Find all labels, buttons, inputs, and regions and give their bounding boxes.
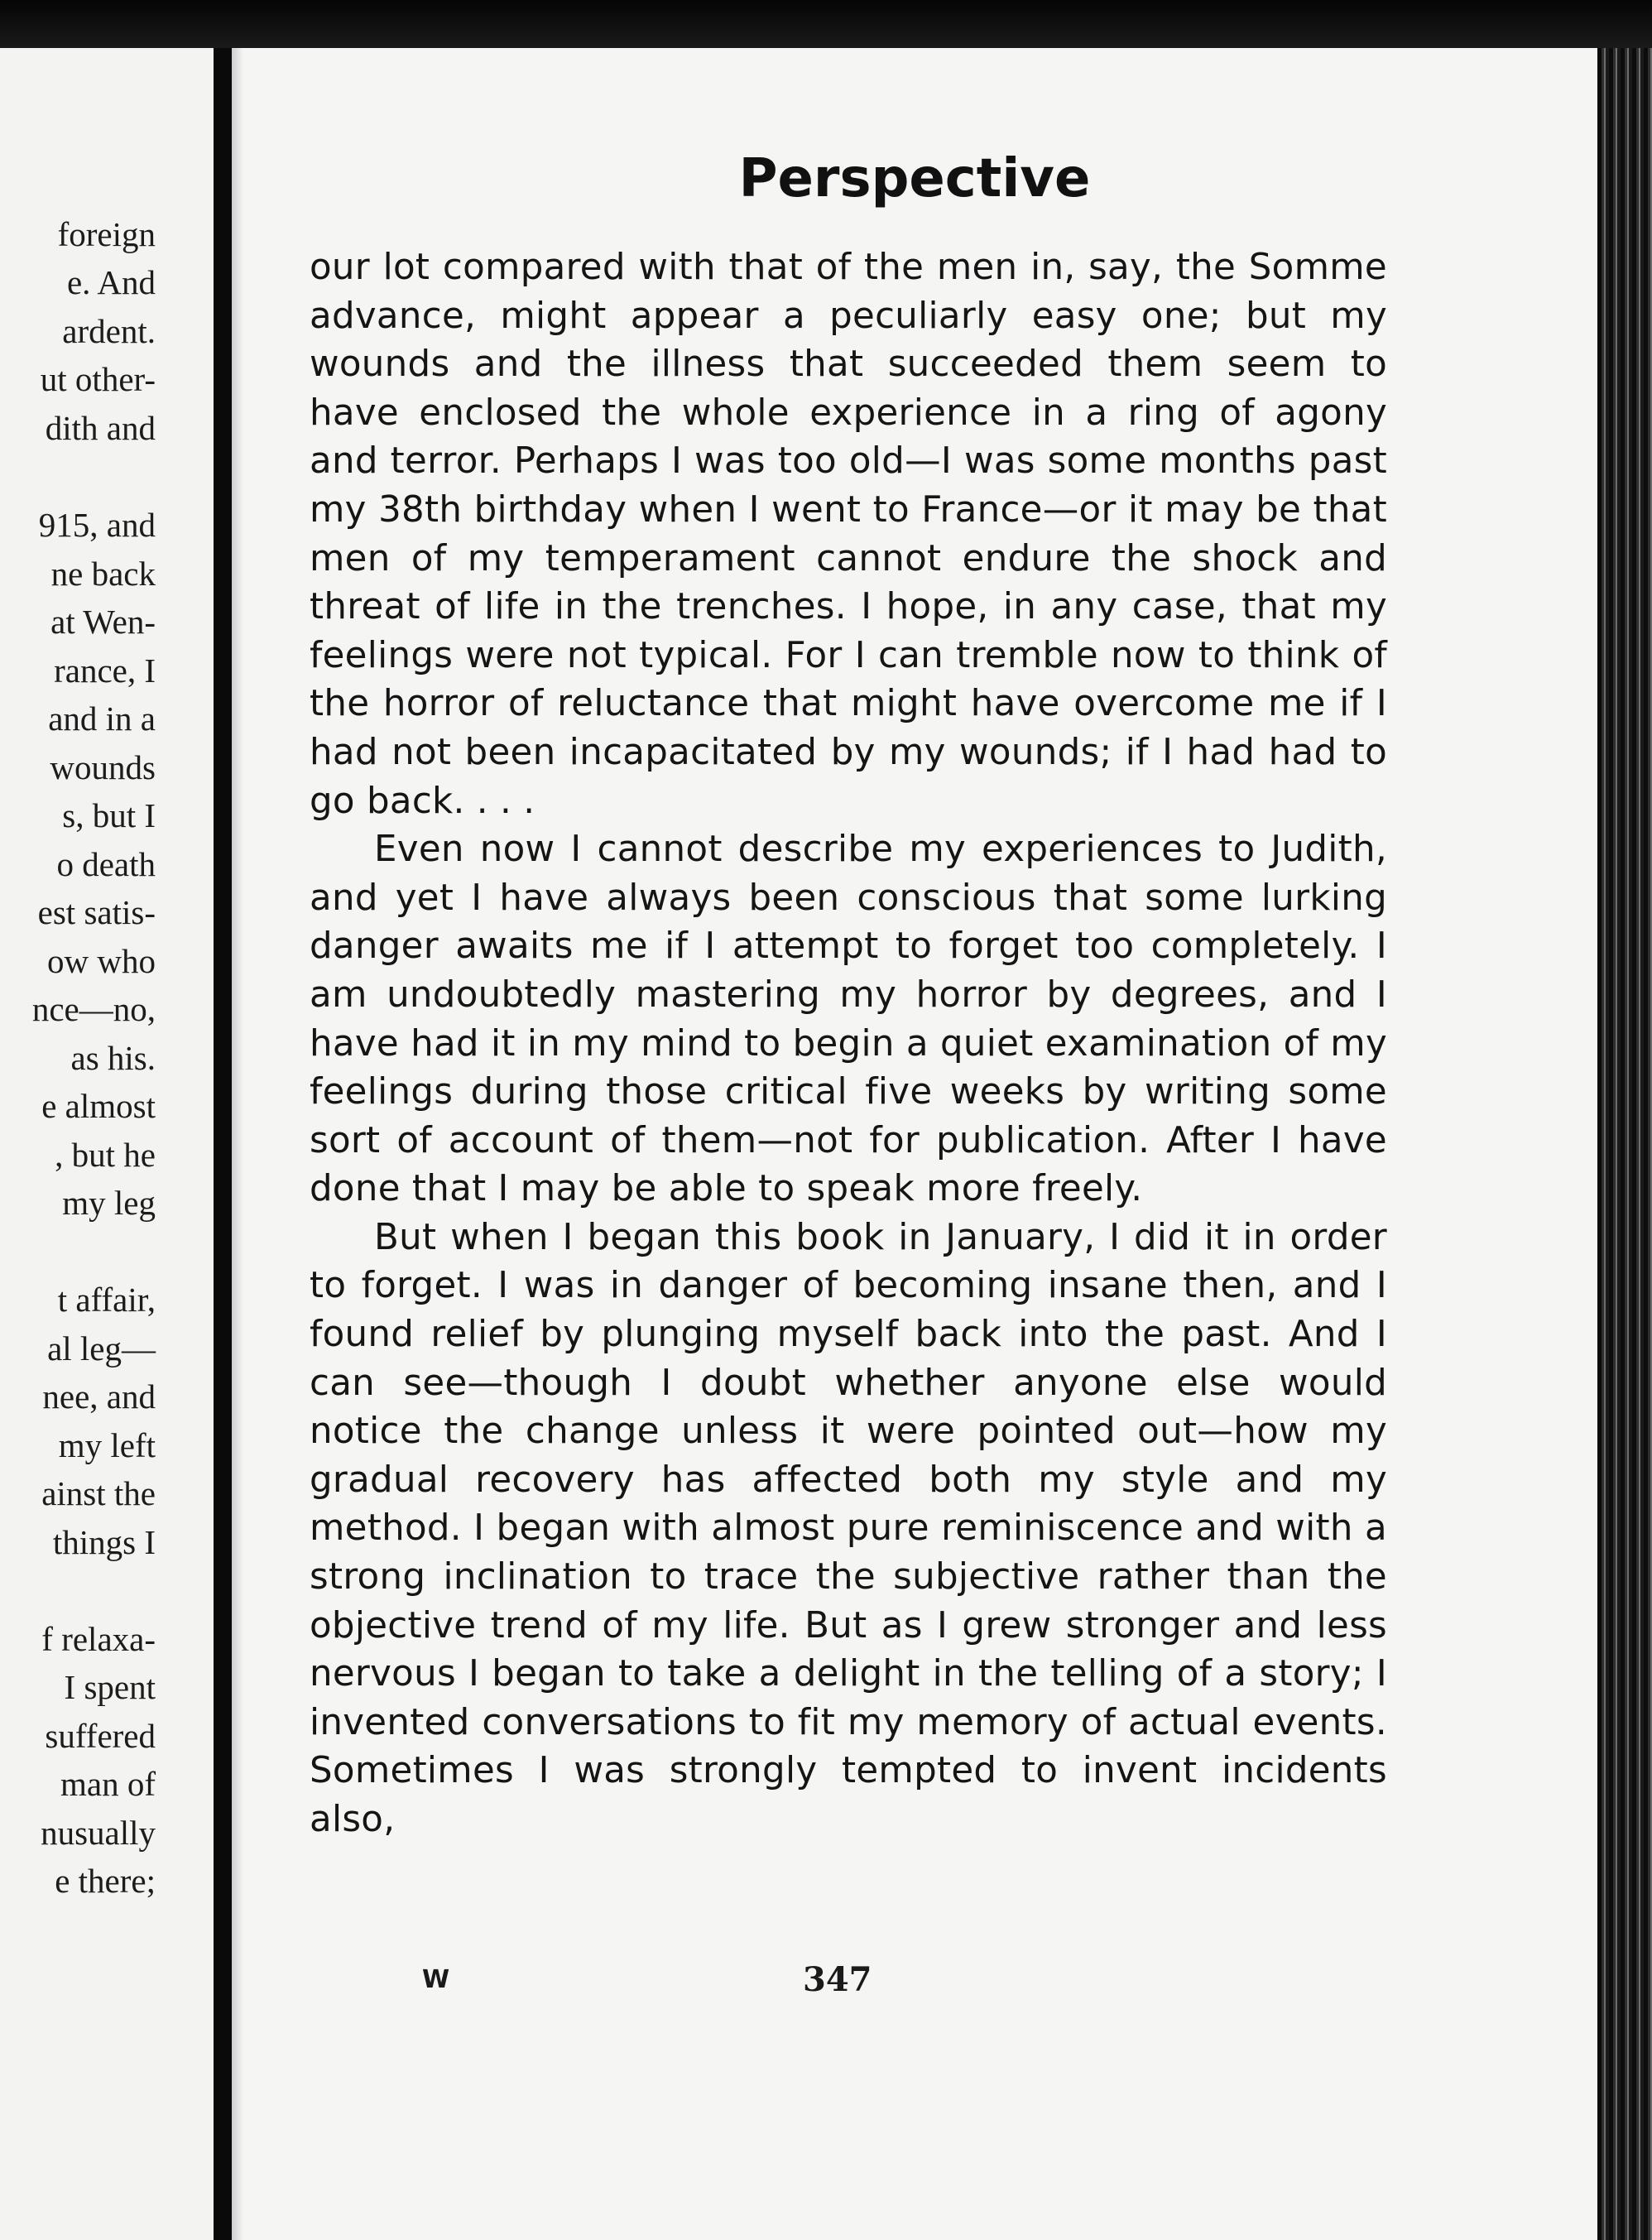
left-page-line: ainst the <box>41 1474 156 1512</box>
left-page-line: 915, and <box>38 506 156 544</box>
left-page-line: ardent. <box>62 312 156 350</box>
left-page-line: foreign <box>57 215 156 253</box>
left-page-line: ne back <box>50 555 156 593</box>
left-page-line: my leg <box>62 1184 156 1222</box>
left-page-line: e. And <box>66 263 156 301</box>
left-page-line: dith and <box>45 409 156 447</box>
body-text <box>310 243 1387 1844</box>
left-page-line: nce—no, <box>31 990 156 1028</box>
left-page-line: I spent <box>64 1668 156 1706</box>
left-page-line: rance, I <box>54 651 156 690</box>
left-page-line: ut other- <box>40 360 156 398</box>
left-page-line: , but he <box>55 1136 156 1174</box>
paragraph: But when I began this book in January, I did it in order to forget. I was in danger of becoming insane then, and I found relief by plunging myself back into the past. And I can see—though I doubt whether anyone else would notice the change unless it were pointed out—how my gradual recovery has affected both my style and my method. I began with almost pure reminiscence and with a strong inclination to trace the subjective rather than the objective trend of my life. But as I grew stronger and less nervous I began to take a delight in the telling of a story; I invented conversations to fit my memory of actual events. Sometimes I was strongly tempted to invent incidents also, <box>310 1216 1387 1840</box>
left-page-line: as his. <box>70 1039 156 1077</box>
page-edge-stack <box>1597 48 1652 2240</box>
signature-mark: W <box>422 1965 450 1994</box>
left-page-line: nee, and <box>42 1377 156 1416</box>
left-page-line: at Wen- <box>50 603 156 641</box>
left-page-line: s, but I <box>62 796 156 834</box>
left-page-line: est satis- <box>37 893 156 931</box>
left-page-line: o death <box>56 845 156 883</box>
paragraph: our lot compared with that of the men in, say, the Somme advance, might appear a peculiarly easy one; but my wounds and the illness that succeeded them seem to have enclosed the whole experience in a ring of agony and terror. Perhaps I was too old—I was some months past my 38th birthday when I went to France—or it may be that men of my temperament cannot endure the shock and threat of life in the trenches. I hope, in any case, that my feelings were not typical. For I can tremble now to think of the horror of reluctance that might have overcome me if I had not been incapacitated by my wounds; if I had had to go back. . . . <box>310 247 1387 822</box>
book-gutter <box>214 48 232 2240</box>
left-page-line: my left <box>58 1426 156 1464</box>
left-page-line: e almost <box>41 1087 156 1125</box>
left-page-line: ow who <box>47 942 156 980</box>
paragraph: Even now I cannot describe my experiences to Judith, and yet I have always been conscious that some lurking danger awaits me if I attempt to forget too completely. I am undoubtedly mastering my horror by degrees, and I have had it in my mind to begin a quiet examination of my feelings during those critical five weeks by writing some sort of account of them—not for publication. After I have done that I may be able to speak more freely. <box>310 829 1387 1210</box>
left-page-line: things I <box>52 1523 156 1561</box>
left-page-line: e there; <box>55 1862 156 1900</box>
left-page-line: nusually <box>41 1814 156 1852</box>
left-page-line: and in a <box>48 699 156 738</box>
left-facing-page <box>0 48 214 2240</box>
left-page-line: man of <box>60 1765 156 1803</box>
left-page-line: suffered <box>45 1717 156 1755</box>
running-head: Perspective <box>738 148 1091 209</box>
left-page-line: f relaxa- <box>41 1620 156 1658</box>
scan-top-shadow <box>0 0 1652 51</box>
left-page-line: t affair, <box>57 1281 156 1319</box>
left-page-line: wounds <box>50 748 156 786</box>
page-number: 347 <box>803 1960 872 1999</box>
gutter-shade <box>232 48 243 2240</box>
left-page-line: al leg— <box>47 1329 156 1368</box>
